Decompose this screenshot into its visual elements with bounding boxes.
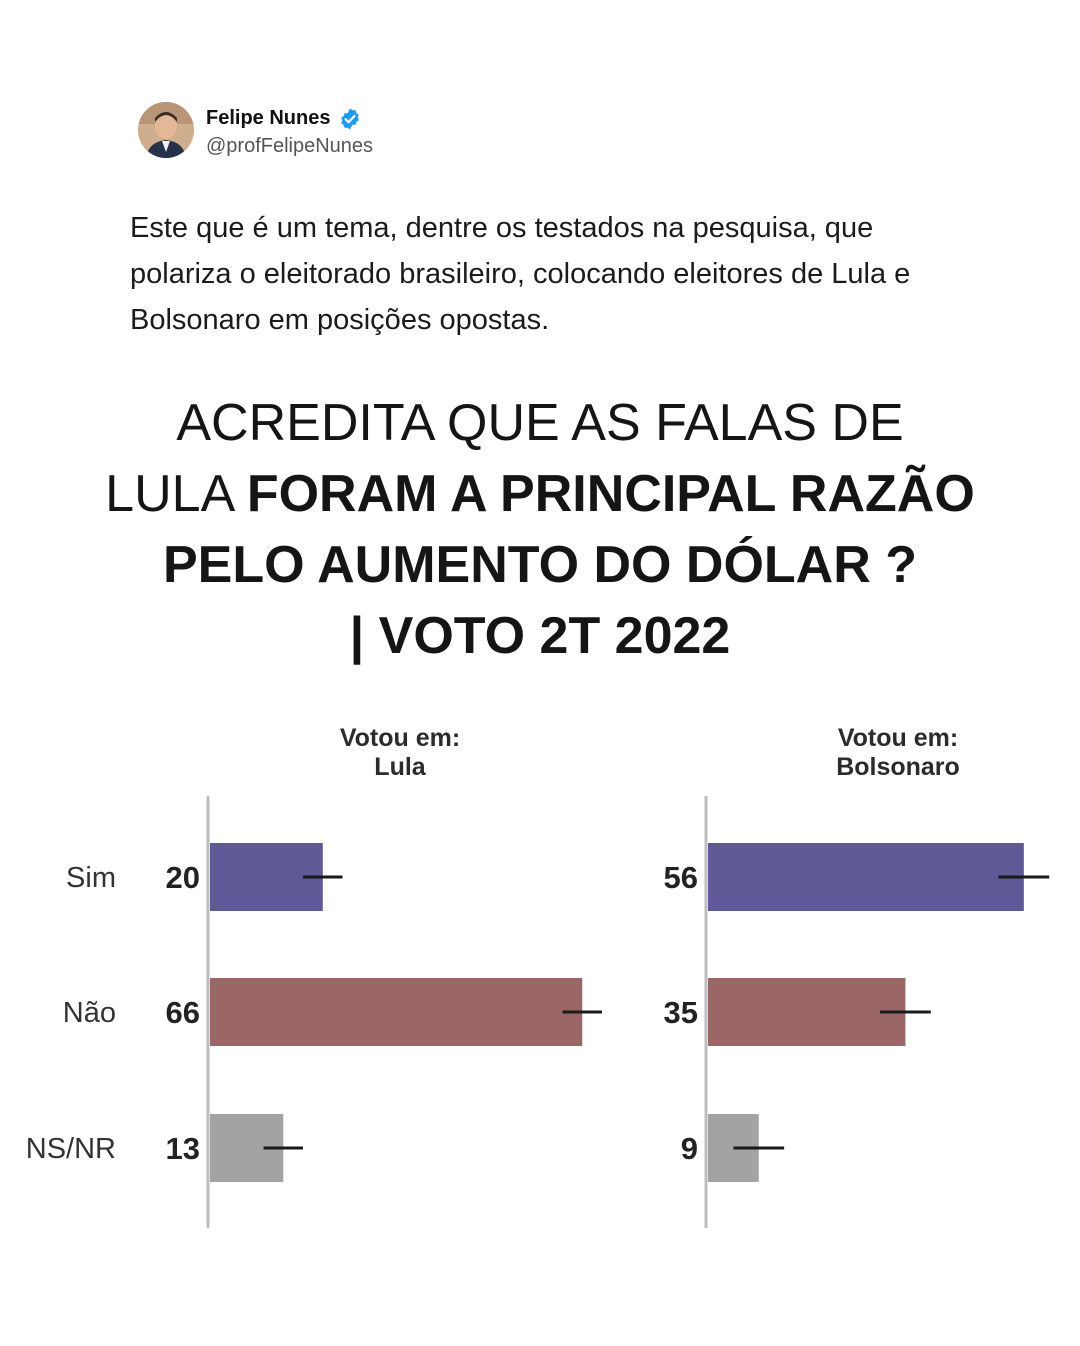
panel-title-bolsonaro-line-2: Bolsonaro <box>836 753 960 781</box>
bar-chart <box>0 700 1080 1260</box>
profile-photo-icon <box>138 102 194 158</box>
title-line-3: PELO AUMENTO DO DÓLAR ? <box>163 536 917 594</box>
category-label-nsnr: NS/NR <box>25 1133 116 1165</box>
value-label-lula-sim: 20 <box>165 860 200 895</box>
value-label-lula-nao: 66 <box>165 995 200 1030</box>
avatar[interactable] <box>138 102 194 158</box>
value-label-lula-nsnr: 13 <box>165 1131 200 1166</box>
bar-bolsonaro-nao <box>708 978 905 1046</box>
verified-badge-icon <box>338 107 362 131</box>
value-label-bolsonaro-nao: 35 <box>663 995 698 1030</box>
category-label-nao: Não <box>62 997 116 1029</box>
bar-lula-nao <box>210 978 582 1046</box>
category-label-sim: Sim <box>66 862 116 894</box>
title-line-2-bold: FORAM A PRINCIPAL RAZÃO <box>246 465 975 523</box>
panel-title-lula-line-2: Lula <box>374 753 426 781</box>
bar-bolsonaro-sim <box>708 843 1024 911</box>
value-label-bolsonaro-sim: 56 <box>663 860 698 895</box>
panel-title-lula-line-1: Votou em: <box>339 724 461 752</box>
title-line-2-regular: LULA <box>105 465 247 523</box>
tweet-text: Este que é um tema, dentre os testados na pesquisa, que polariza o eleitorado brasileiro, colocando eleitores de Lula e Bolsonaro em posições opostas. <box>130 212 911 336</box>
chart-title <box>60 388 1020 672</box>
title-line-1: ACREDITA QUE AS FALAS DE <box>176 394 904 452</box>
title-line-4: | VOTO 2T 2022 <box>349 607 731 665</box>
author-name[interactable]: Felipe Nunes <box>206 107 331 129</box>
author-handle[interactable]: @profFelipeNunes <box>206 135 374 157</box>
panel-title-bolsonaro-line-1: Votou em: <box>837 724 959 752</box>
value-label-bolsonaro-nsnr: 9 <box>680 1131 698 1166</box>
